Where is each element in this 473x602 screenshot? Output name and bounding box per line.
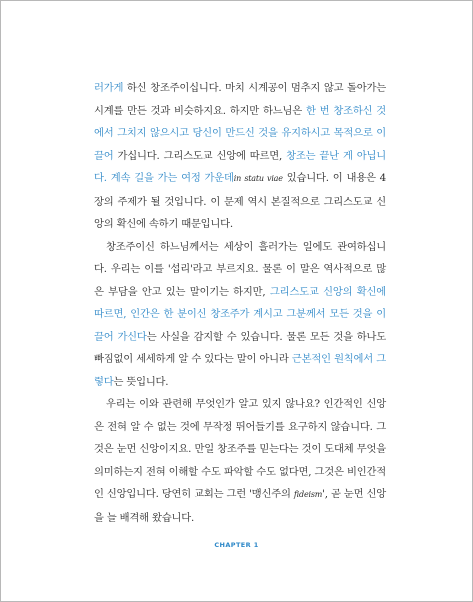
highlighted-text: 러가게	[94, 82, 124, 94]
text-run: 는 사실을 감지할 수 있습니다. 물론 모든 것을 하나도 빠짐없이 세세하게 알 수 있다는 말이 아니라	[94, 330, 386, 365]
body-text	[94, 77, 386, 529]
text-run: 하신 창조주이십니다. 마치 시계공이 멈추지 않고 돌아가는 시계를 만든 것과 비슷하지요. 하지만 하느님은	[94, 82, 386, 117]
highlighted-text: 근본적인 원칙에서 그렇다	[94, 353, 387, 388]
paragraph	[94, 236, 386, 394]
text-run: 우리는 이와 관련해 무엇인가 알고 있지 않나요? 인간적인 신앙은 전혀 알 수 없는 것에 무작정 뛰어들기를 요구하지 않습니다. 그것은 눈먼 신앙이지요. 만일 창조주를 믿는다는 것이 도대체 무엇을 의미하는지 전혀 이해할 수도 파악할 수도 없다면, 그것은 비인간적인 신앙입니다. 당연히 교회는 그런 '맹신주의	[94, 398, 386, 500]
italic-term: fideism	[293, 490, 323, 499]
highlighted-text: 한 번 창조하신 것에서 그치지 않으시고 당신이 만드신 것을 유지하시고 목적으로 이끌어	[94, 104, 386, 162]
paragraph	[94, 393, 386, 529]
paragraph	[94, 77, 386, 236]
chapter-footer: CHAPTER 1	[214, 541, 259, 549]
italic-term: in statu viae	[233, 174, 283, 183]
highlighted-text: 그리스도교 신앙의 확신에 따르면, 인간은 한 분이신 창조주가 계시고 그분께서 모든 것을 이끌어 가신다	[94, 285, 386, 343]
text-run: 가십니다. 그리스도교 신앙에 따르면,	[113, 149, 287, 162]
text-run: ', 곧 눈먼 신앙을 늘 배격해 왔습니다.	[94, 488, 386, 524]
highlighted-text: 창조는 끝난 게 아닙니다. 계속 길을 가는 여정 가운데	[94, 149, 386, 184]
text-run: 는 뜻입니다.	[113, 375, 169, 388]
text-run: 창조주이신 하느님께서는 세상이 흘러가는 일에도 관여하십니다. 우리는 이를 '섭리'라고 부르지요. 물론 이 말은 역사적으로 많은 부담을 안고 있는 말이기는 하지만,	[94, 240, 386, 298]
text-run: 있습니다. 이 내용은 4장의 주제가 될 것입니다. 이 문제 역시 본질적으로 그리스도교 신앙의 확신에 속하기 때문입니다.	[94, 172, 386, 230]
